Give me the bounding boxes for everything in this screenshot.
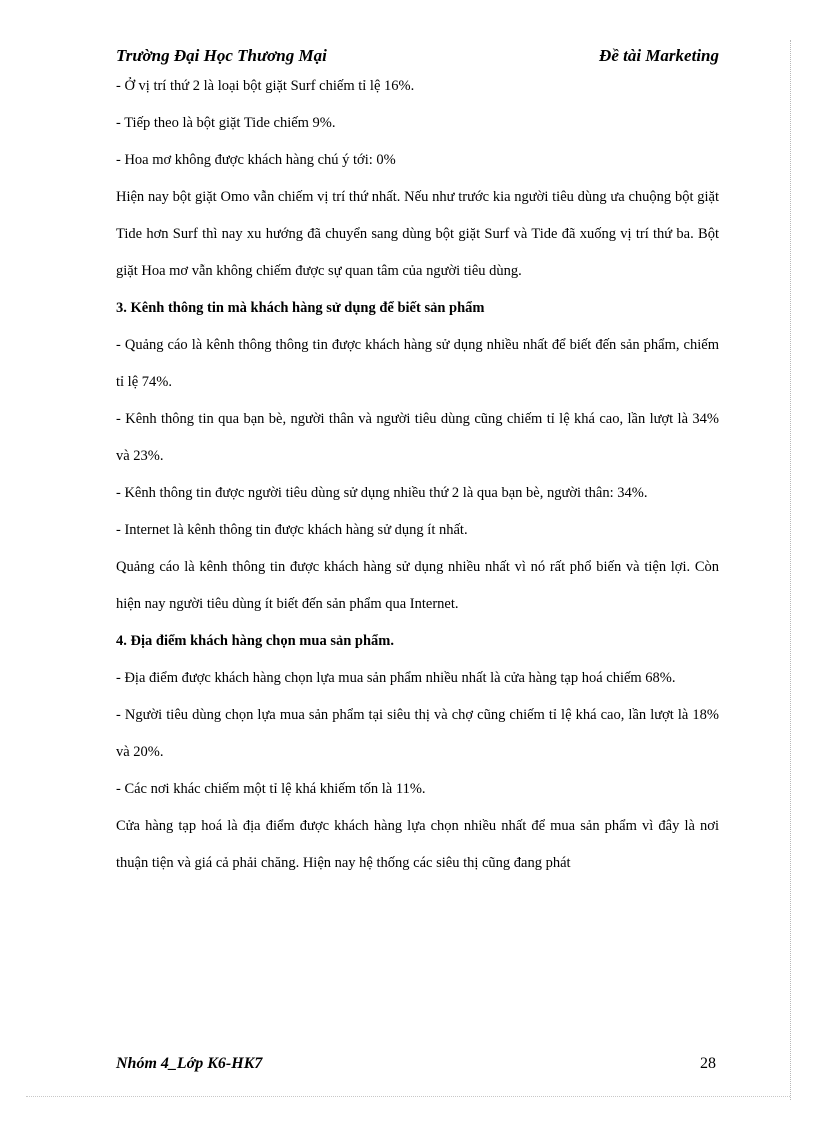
bullet-supermarket-market: - Người tiêu dùng chọn lựa mua sản phẩm tại siêu thị và chợ cũng chiếm tỉ lệ khá cao, lần lượt là 18% và 20%.: [116, 707, 719, 760]
bullet-surf-share: - Ở vị trí thứ 2 là loại bột giặt Surf chiếm tỉ lệ 16%.: [116, 78, 415, 94]
paragraph-location-summary: Cửa hàng tạp hoá là địa điểm được khách hàng lựa chọn nhiều nhất để mua sản phẩm vì đây là nơi thuận tiện và giá cả phải chăng. Hiện nay hệ thống các siêu thị cũng đang phát: [116, 818, 719, 871]
header-school-name: Trường Đại Học Thương Mại: [116, 46, 327, 65]
paragraph-detergent-summary: Hiện nay bột giặt Omo vẫn chiếm vị trí thứ nhất. Nếu như trước kia người tiêu dùng ưa chuộng bột giặt Tide hơn Surf thì nay xu hướng đã chuyển sang dùng bột giặt Surf và Tide đã xuống vị trí thứ ba. Bột giặt Hoa mơ vẫn không chiếm được sự quan tâm của người tiêu dùng.: [116, 189, 719, 279]
bullet-other-places: - Các nơi khác chiếm một tỉ lệ khá khiếm tốn là 11%.: [116, 781, 426, 797]
bullet-second-channel: - Kênh thông tin được người tiêu dùng sử dụng nhiều thứ 2 là qua bạn bè, người thân: 34%.: [116, 485, 648, 501]
bullet-advertising-channel: - Quảng cáo là kênh thông thông tin được khách hàng sử dụng nhiều nhất để biết đến sản phẩm, chiếm tỉ lệ 74%.: [116, 337, 719, 390]
bullet-friends-family-channel: - Kênh thông tin qua bạn bè, người thân và người tiêu dùng cũng chiếm tỉ lệ khá cao, lần lượt là 34% và 23%.: [116, 411, 719, 464]
bullet-hoamo-share: - Hoa mơ không được khách hàng chú ý tới: 0%: [116, 152, 396, 168]
section-heading-info-channels: 3. Kênh thông tin mà khách hàng sử dụng để biết sản phẩm: [116, 300, 485, 316]
header-topic-title: Đề tài Marketing: [599, 46, 719, 65]
document-body: [116, 68, 719, 882]
page-number: 28: [700, 1055, 716, 1072]
page-border-right: [790, 40, 791, 1100]
bullet-tide-share: - Tiếp theo là bột giặt Tide chiếm 9%.: [116, 115, 336, 131]
page-footer: [116, 1055, 719, 1079]
page-border-bottom: [26, 1096, 790, 1097]
section-heading-purchase-location: 4. Địa điểm khách hàng chọn mua sản phẩm.: [116, 633, 394, 649]
footer-group-class: Nhóm 4_Lớp K6-HK7: [116, 1055, 263, 1072]
bullet-grocery-store: - Địa điểm được khách hàng chọn lựa mua sản phẩm nhiều nhất là cửa hàng tạp hoá chiếm 68%.: [116, 670, 676, 686]
bullet-internet-channel: - Internet là kênh thông tin được khách hàng sử dụng ít nhất.: [116, 522, 468, 538]
paragraph-channel-summary: Quảng cáo là kênh thông tin được khách hàng sử dụng nhiều nhất vì nó rất phổ biến và tiện lợi. Còn hiện nay người tiêu dùng ít biết đến sản phẩm qua Internet.: [116, 559, 719, 612]
